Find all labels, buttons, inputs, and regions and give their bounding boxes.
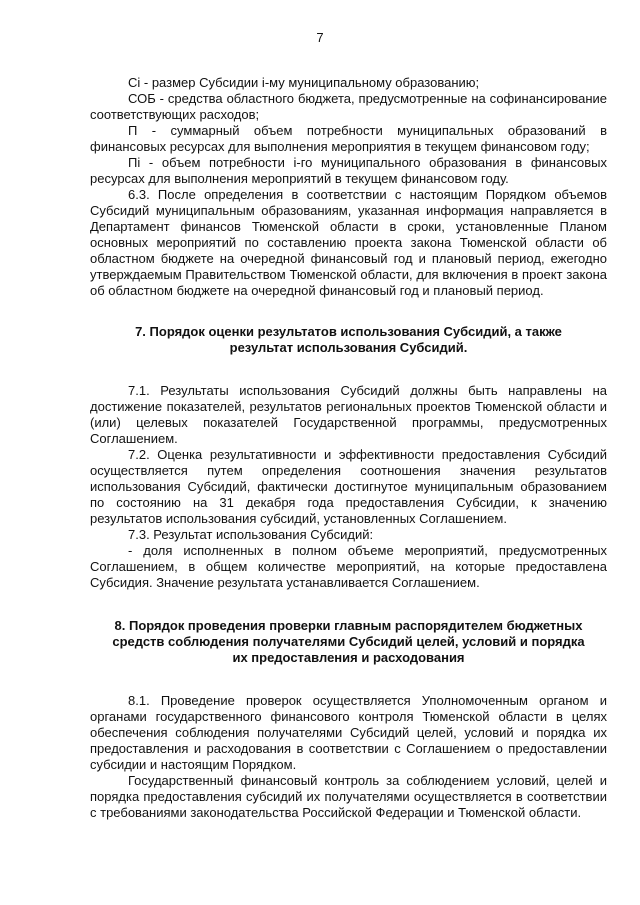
paragraph-8-1: 8.1. Проведение проверок осуществляется Уполномоченным органом и органами государственного финансового контроля Тюменской области в целях обеспечения соблюдения получателями Субсидий целей, условий и порядка их предоставления и расходования в соответствии с Соглашением о предоставлении субсидии и настоящим Порядком. (90, 693, 607, 772)
paragraph-7-3-item: - доля исполненных в полном объеме мероприятий, предусмотренных Соглашением, в общем количестве мероприятий, на которые предоставлена Субсидия. Значение результата устанавливается Соглашением. (90, 543, 607, 590)
paragraph-6-3: 6.3. После определения в соответствии с настоящим Порядком объемов Субсидий муниципальным образованиям, указанная информация направляется в Департамент финансов Тюменской области в сроки, установленные Планом основных мероприятий по составлению проекта закона Тюменской области об областном бюджете на очередной финансовый год и плановый период, ежегодно утверждаемым Правительством Тюменской области, для включения в проект закона об областном бюджете на очередной финансовый год и плановый период. (90, 187, 607, 298)
paragraph-7-3: 7.3. Результат использования Субсидий: (128, 527, 374, 542)
paragraph-7-1: 7.1. Результаты использования Субсидий должны быть направлены на достижение показателей, результатов региональных проектов Тюменской области и (или) целевых показателей Государственной программы, предусмотренных Соглашением. (90, 383, 607, 446)
paragraph-p-definition: П - суммарный объем потребности муниципальных образований в финансовых ресурсах для выполнения мероприятия в текущем финансовом году; (90, 123, 607, 154)
document-body (90, 75, 607, 821)
section-7-heading: 7. Порядок оценки результатов использования Субсидий, а также результат использования Субсидий. (135, 324, 562, 355)
paragraph-pi-definition: Пi - объем потребности i-го муниципального образования в финансовых ресурсах для выполнения мероприятий в текущем финансовом году. (90, 155, 607, 186)
page-number: 7 (316, 30, 324, 45)
section-8-heading: 8. Порядок проведения проверки главным распорядителем бюджетных средств соблюдения получателями Субсидий целей, условий и порядка их предоставления и расходования (112, 618, 585, 665)
paragraph-8-state-control: Государственный финансовый контроль за соблюдением условий, целей и порядка предоставления субсидий их получателями осуществляется в соответствии с требованиями законодательства Российской Федерации и Тюменской области. (90, 773, 607, 820)
paragraph-sob-definition: СОБ - средства областного бюджета, предусмотренные на софинансирование соответствующих расходов; (90, 91, 607, 122)
paragraph-ci-definition: Сi - размер Субсидии i-му муниципальному образованию; (128, 75, 480, 90)
paragraph-7-2: 7.2. Оценка результативности и эффективности предоставления Субсидий осуществляется путем определения соотношения значения результатов использования Субсидий, фактически достигнутое муниципальным образованием по состоянию на 31 декабря года предоставления Субсидии, к значению результатов использования субсидий, установленных Соглашением. (90, 447, 607, 526)
